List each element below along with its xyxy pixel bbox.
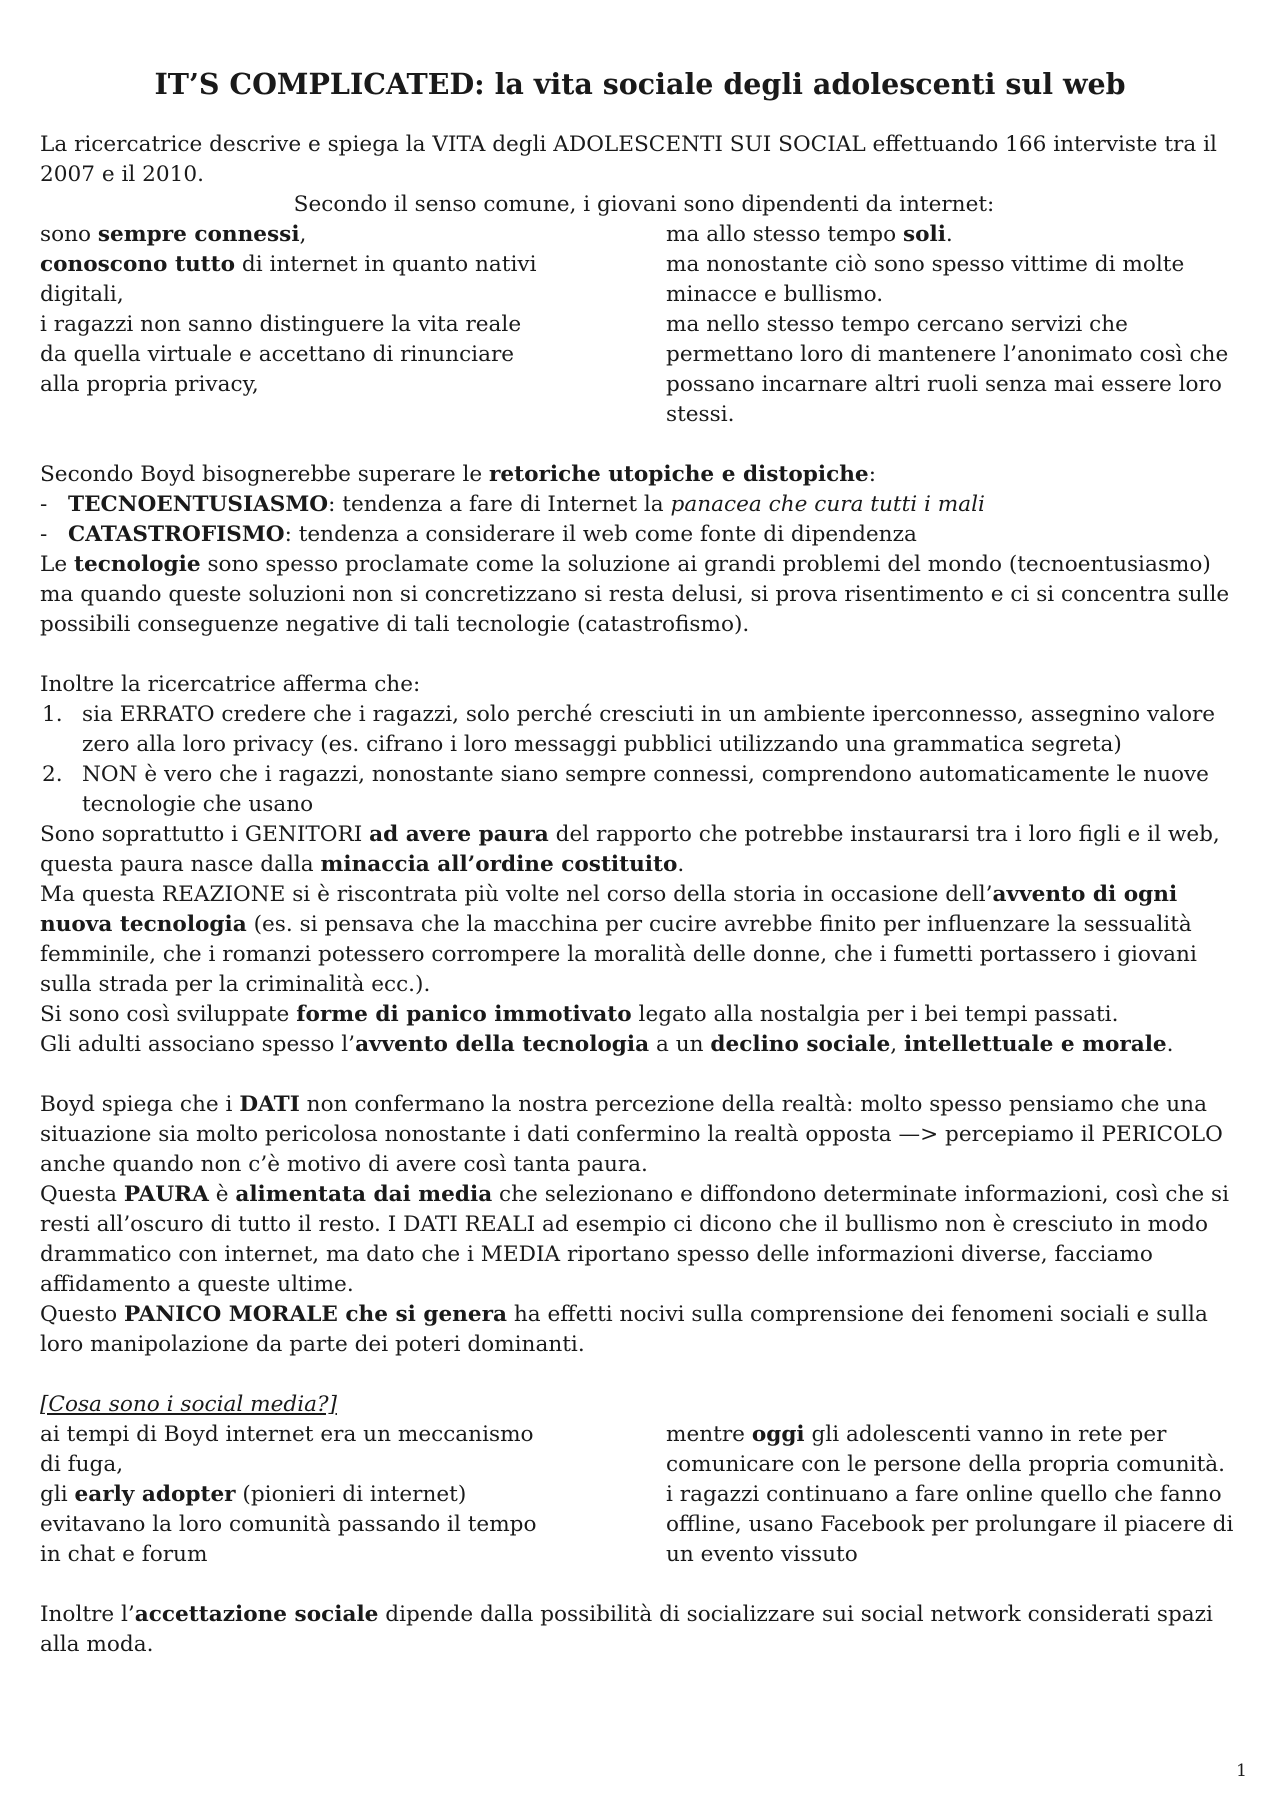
- common-sense-right-column: [666, 220, 1248, 430]
- bullet-tecnoentusiasmo: - TECNOENTUSIASMO: tendenza a fare di Internet la panacea che cura tutti i mali: [40, 490, 1248, 520]
- left-item-privacy: i ragazzi non sanno distinguere la vita reale da quella virtuale e accettano di rinunciare alla propria privacy,: [40, 312, 522, 397]
- data-paragraph: Boyd spiega che i DATI non confermano la nostra percezione della realtà: molto spesso pensiamo che una situazione sia molto pericolosa nonostante i dati confermino la realtà opposta —> percepiamo il PERICOLO anche quando non c’è motivo di avere così tanta paura.: [40, 1092, 1223, 1177]
- claims-intro: Inoltre la ricercatrice afferma che:: [40, 672, 421, 697]
- social-media-left-column: [40, 1420, 550, 1570]
- rhetoric-intro: Secondo Boyd bisognerebbe superare le retoriche utopiche e distopiche:: [40, 462, 876, 487]
- left-item-digital-natives: conoscono tutto di internet in quanto nativi digitali,: [40, 252, 537, 307]
- list-number: 1.: [42, 702, 63, 727]
- claim-item: 1. sia ERRATO credere che i ragazzi, solo perché cresciuti in un ambiente iperconnesso, assegnino valore zero alla loro privacy (es. cifrano i loro messaggi pubblici utilizzando una grammatica segreta): [40, 700, 1248, 760]
- panic-paragraph: Si sono così sviluppate forme di panico immotivato legato alla nostalgia per i bei tempi passati.: [40, 1002, 1119, 1027]
- right-item-alone: ma allo stesso tempo soli.: [666, 222, 953, 247]
- document-body: [40, 130, 1248, 1660]
- right-item-today: mentre oggi gli adolescenti vanno in rete per comunicare con le persone della propria comunità.: [666, 1422, 1225, 1477]
- left-item-connected: sono sempre connessi,: [40, 222, 307, 247]
- left-item-escape: ai tempi di Boyd internet era un meccanismo di fuga,: [40, 1422, 534, 1477]
- technology-paragraph: Le tecnologie sono spesso proclamate come la soluzione ai grandi problemi del mondo (tecnoentusiasmo) ma quando queste soluzioni non si concretizzano si resta delusi, si prova risentimento e ci si concentra sulle possibili conseguenze negative di tali tecnologie (catastrofismo).: [40, 552, 1230, 637]
- reaction-paragraph: Ma questa REAZIONE si è riscontrata più volte nel corso della storia in occasione dell’avvento di ogni nuova tecnologia (es. si pensava che la macchina per cucire avrebbe finito per influenzare la sessualità femminile, che i romanzi potessero corrompere la moralità delle donne, che i fumetti portassero i giovani sulla strada per la criminalità ecc.).: [40, 882, 1197, 997]
- decline-paragraph: Gli adulti associano spesso l’avvento della tecnologia a un declino sociale, intellettuale e morale.: [40, 1032, 1174, 1057]
- media-paragraph: Questa PAURA è alimentata dai media che selezionano e diffondono determinate informazioni, così che si resti all’oscuro di tutto il resto. I DATI REALI ad esempio ci dicono che il bullismo non è cresciuto in modo drammatico con internet, ma dato che i MEDIA riportano spesso delle informazioni diverse, facciamo affidamento a queste ultime.: [40, 1182, 1230, 1297]
- common-sense-columns: [40, 220, 1248, 430]
- list-number: 2.: [42, 762, 63, 787]
- moral-panic-paragraph: Questo PANICO MORALE che si genera ha effetti nocivi sulla comprensione dei fenomeni sociali e sulla loro manipolazione da parte dei poteri dominanti.: [40, 1302, 1208, 1357]
- right-item-anonymity: ma nello stesso tempo cercano servizi che permettano loro di mantenere l’anonimato così che possano incarnare altri ruoli senza mai essere loro stessi.: [666, 312, 1229, 427]
- right-item-bullying: ma nonostante ciò sono spesso vittime di molte minacce e bullismo.: [666, 252, 1185, 307]
- common-sense-left-column: [40, 220, 550, 430]
- closing-paragraph: Inoltre l’accettazione sociale dipende dalla possibilità di socializzare sui social network considerati spazi alla moda.: [40, 1602, 1213, 1657]
- parents-paragraph: Sono soprattutto i GENITORI ad avere paura del rapporto che potrebbe instaurarsi tra i loro figli e il web, questa paura nasce dalla minaccia all’ordine costituito.: [40, 822, 1220, 877]
- bullet-marker: -: [40, 522, 48, 547]
- page-number: 1: [1236, 1761, 1247, 1781]
- bullet-catastrofismo: - CATASTROFISMO: tendenza a considerare il web come fonte di dipendenza: [40, 520, 1248, 550]
- social-media-subheading: [Cosa sono i social media?]: [40, 1392, 337, 1417]
- social-media-columns: [40, 1420, 1248, 1570]
- social-media-right-column: [666, 1420, 1248, 1570]
- left-item-early-adopter: gli early adopter (pionieri di internet) evitavano la loro comunità passando il tempo in chat e forum: [40, 1482, 537, 1567]
- right-item-offline: i ragazzi continuano a fare online quello che fanno offline, usano Facebook per prolungare il piacere di un evento vissuto: [666, 1482, 1234, 1567]
- bullet-marker: -: [40, 492, 48, 517]
- page-title: IT’S COMPLICATED: la vita sociale degli adolescenti sul web: [154, 67, 1126, 101]
- common-sense-intro: Secondo il senso comune, i giovani sono dipendenti da internet:: [293, 192, 995, 217]
- intro-paragraph: La ricercatrice descrive e spiega la VITA degli ADOLESCENTI SUI SOCIAL effettuando 166 interviste tra il 2007 e il 2010.: [40, 132, 1217, 187]
- claim-item: 2. NON è vero che i ragazzi, nonostante siano sempre connessi, comprendono automaticamente le nuove tecnologie che usano: [40, 760, 1248, 820]
